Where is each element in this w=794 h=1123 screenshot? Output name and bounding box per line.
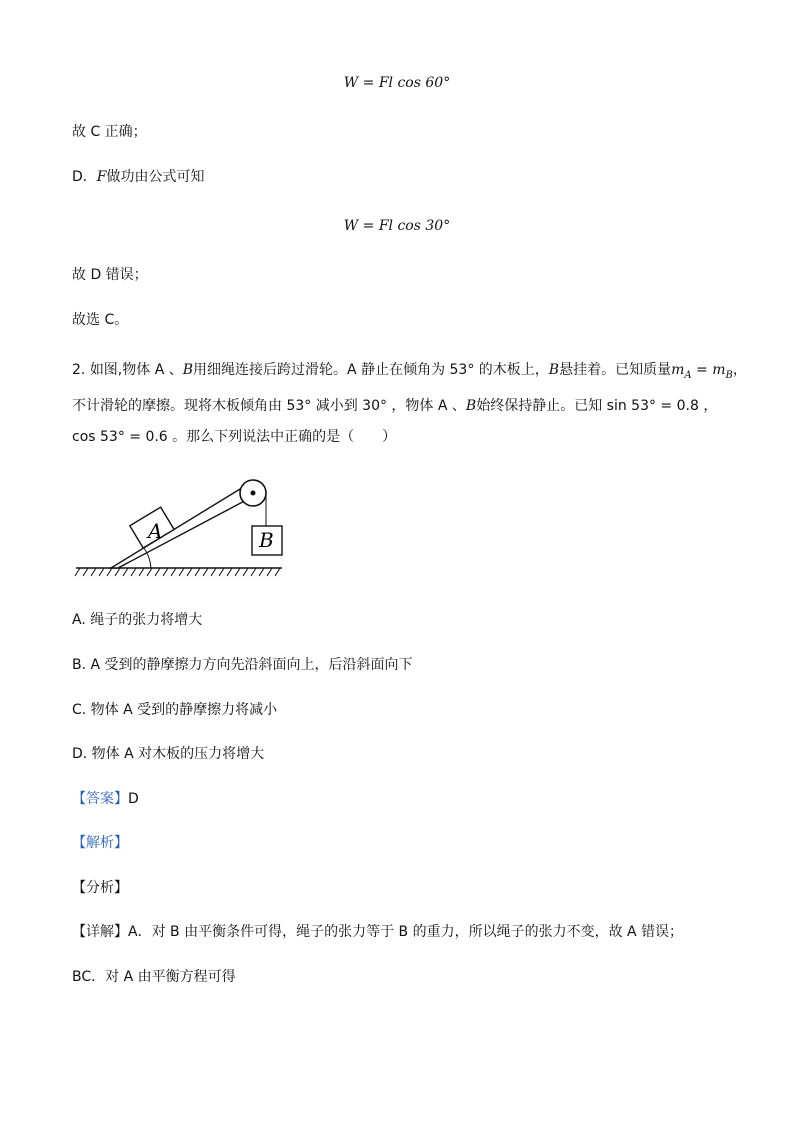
formula-func: cos (397, 218, 421, 234)
detail-tag: 【详解】 (72, 924, 128, 940)
formula-func: cos (397, 75, 421, 91)
detail-text: A．对 B 由平衡条件可得，绳子的张力等于 B 的重力，所以绳子的张力不变，故 A 错误； (128, 924, 684, 940)
line-d-wrong: 故 D 错误； (72, 267, 148, 283)
analysis-tag: 【解析】 (72, 835, 128, 851)
option-c: C. 物体 A 受到的静摩擦力将减小 (72, 702, 278, 718)
answer-line (72, 789, 139, 809)
question-line-3: cos 53° = 0.6 。那么下列说法中正确的是（ ） (72, 429, 397, 445)
formula-lhs: W (343, 218, 359, 234)
option-a: A. 绳子的张力将增大 (72, 612, 203, 628)
answer-value: D (128, 791, 139, 807)
formula-angle: 60° (425, 75, 451, 91)
answer-tag: 【答案】 (72, 791, 128, 807)
line-choose: 故选 C。 (72, 312, 129, 328)
formula-work-30: W = Fl cos 30° (343, 218, 451, 234)
formula-work-60: W = Fl cos 60° (343, 75, 451, 91)
line-d-intro: D．F做功由公式可知 (72, 169, 205, 185)
formula-angle: 30° (425, 218, 451, 234)
block-a-label: A (148, 519, 163, 543)
formula-rhs-var: Fl (378, 218, 394, 234)
block-b-label: B (259, 528, 274, 552)
line-c-correct: 故 C 正确； (72, 124, 147, 140)
question-line-1: 2. 如图,物体 A 、B用细绳连接后跨过滑轮。A 静止在倾角为 53° 的木板上，B悬挂着。已知质量$m_A = m_B$， (72, 362, 747, 381)
ground-hatching (75, 568, 280, 576)
formula-rhs-var: Fl (378, 75, 394, 91)
option-b: B. A 受到的静摩擦力方向先沿斜面向上，后沿斜面向下 (72, 657, 413, 673)
bc-line: BC．对 A 由平衡方程可得 (72, 969, 236, 985)
detail-line (72, 922, 683, 942)
option-d: D. 物体 A 对木板的压力将增大 (72, 746, 265, 762)
incline-pulley-figure (74, 476, 286, 578)
formula-lhs: W (343, 75, 359, 91)
question-line-2: 不计滑轮的摩擦。现将木板倾角由 53° 减小到 30° ，物体 A 、B始终保持静止。已知 sin 53° = 0.8 ， (72, 398, 718, 414)
fenxi-tag: 【分析】 (72, 880, 128, 896)
pulley-axle (251, 491, 256, 496)
